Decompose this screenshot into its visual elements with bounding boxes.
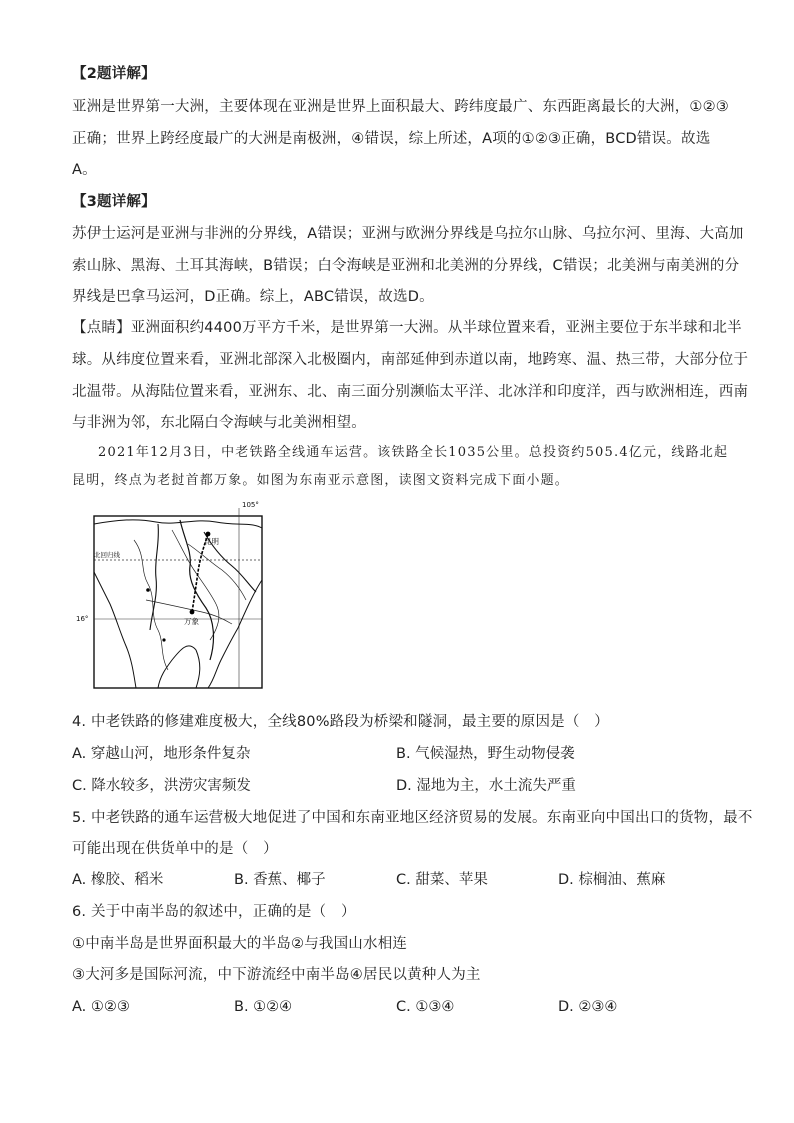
- explain2-line-1: 亚洲是世界第一大洲，主要体现在亚洲是世界上面积最大、跨纬度最广、东西距离最长的大洲，①②③: [72, 99, 729, 115]
- question-6-option-c[interactable]: C. ①③④: [396, 999, 455, 1015]
- question-6-option-d[interactable]: D. ②③④: [558, 999, 618, 1015]
- southeast-asia-map: [76, 500, 276, 695]
- tropic-label: 北回归线: [94, 551, 120, 559]
- tip-line-4: 与非洲为邻，东北隔白令海峡与北美洲相望。: [72, 415, 366, 431]
- question-4-option-d[interactable]: D. 湿地为主，水土流失严重: [396, 778, 576, 794]
- question-5-option-c[interactable]: C. 甜菜、苹果: [396, 872, 488, 888]
- question-4-option-c[interactable]: C. 降水较多，洪涝灾害频发: [72, 778, 251, 794]
- kunming-label: 昆明: [204, 537, 219, 546]
- question-6-option-b[interactable]: B. ①②④: [234, 999, 293, 1015]
- intro-line-2: 昆明，终点为老挝首都万象。如图为东南亚示意图，读图文资料完成下面小题。: [72, 473, 570, 488]
- question-4-option-a[interactable]: A. 穿越山河，地形条件复杂: [72, 746, 251, 762]
- explain3-heading: 【3题详解】: [72, 194, 156, 210]
- explain2-line-2: 正确；世界上跨经度最广的大洲是南极洲，④错误，综上所述，A项的①②③正确，BCD错误。故选: [72, 131, 711, 147]
- question-6-option-a[interactable]: A. ①②③: [72, 999, 130, 1015]
- explain2-heading: 【2题详解】: [72, 66, 156, 82]
- question-5-stem-1: 5. 中老铁路的通车运营极大地促进了中国和东南亚地区经济贸易的发展。东南亚向中国出口的货物，最不: [72, 810, 753, 826]
- question-6-stem-1: 6. 关于中南半岛的叙述中，正确的是（ ）: [72, 904, 356, 920]
- lat-label: 16°: [76, 615, 89, 623]
- tip-line-3: 北温带。从海陆位置来看，亚洲东、北、南三面分别濒临太平洋、北冰洋和印度洋，西与欧洲相连，西南: [72, 384, 749, 400]
- question-6-stem-3: ③大河多是国际河流，中下游流经中南半岛④居民以黄种人为主: [72, 967, 481, 983]
- explain3-line-3: 界线是巴拿马运河，D正确。综上，ABC错误，故选D。: [72, 289, 434, 305]
- intro-line-1: 2021年12月3日，中老铁路全线通车运营。该铁路全长1035公里。总投资约505.4亿元，线路北起: [98, 445, 729, 460]
- question-5-option-a[interactable]: A. 橡胶、稻米: [72, 872, 164, 888]
- question-5-stem-2: 可能出现在供货单中的是（ ）: [72, 841, 278, 857]
- question-4-stem: 4. 中老铁路的修建难度极大，全线80%路段为桥梁和隧洞，最主要的原因是（ ）: [72, 714, 609, 730]
- question-5-option-d[interactable]: D. 棕榈油、蕉麻: [558, 872, 666, 888]
- question-5-option-b[interactable]: B. 香蕉、椰子: [234, 872, 326, 888]
- tip-line-1: 【点睛】亚洲面积约4400万平方千米，是世界第一大洲。从半球位置来看，亚洲主要位于东半球和北半: [72, 320, 742, 336]
- question-6-stem-2: ①中南半岛是世界面积最大的半岛②与我国山水相连: [72, 936, 408, 952]
- tip-line-2: 球。从纬度位置来看，亚洲北部深入北极圈内，南部延伸到赤道以南，地跨寒、温、热三带，大部分位于: [72, 352, 749, 368]
- explain2-line-3: A。: [72, 162, 97, 178]
- explain3-line-1: 苏伊士运河是亚洲与非洲的分界线，A错误；亚洲与欧洲分界线是乌拉尔山脉、乌拉尔河、里海、大高加: [72, 226, 744, 242]
- vientiane-marker: [190, 610, 195, 615]
- kunming-marker: [206, 532, 211, 537]
- question-4-option-b[interactable]: B. 气候湿热，野生动物侵袭: [396, 746, 575, 762]
- explain3-line-2: 索山脉、黑海、土耳其海峡，B错误；白令海峡是亚洲和北美洲的分界线，C错误；北美洲与南美洲的分: [72, 258, 740, 274]
- lon-label: 105°: [242, 501, 259, 509]
- vientiane-label: 万象: [184, 617, 199, 626]
